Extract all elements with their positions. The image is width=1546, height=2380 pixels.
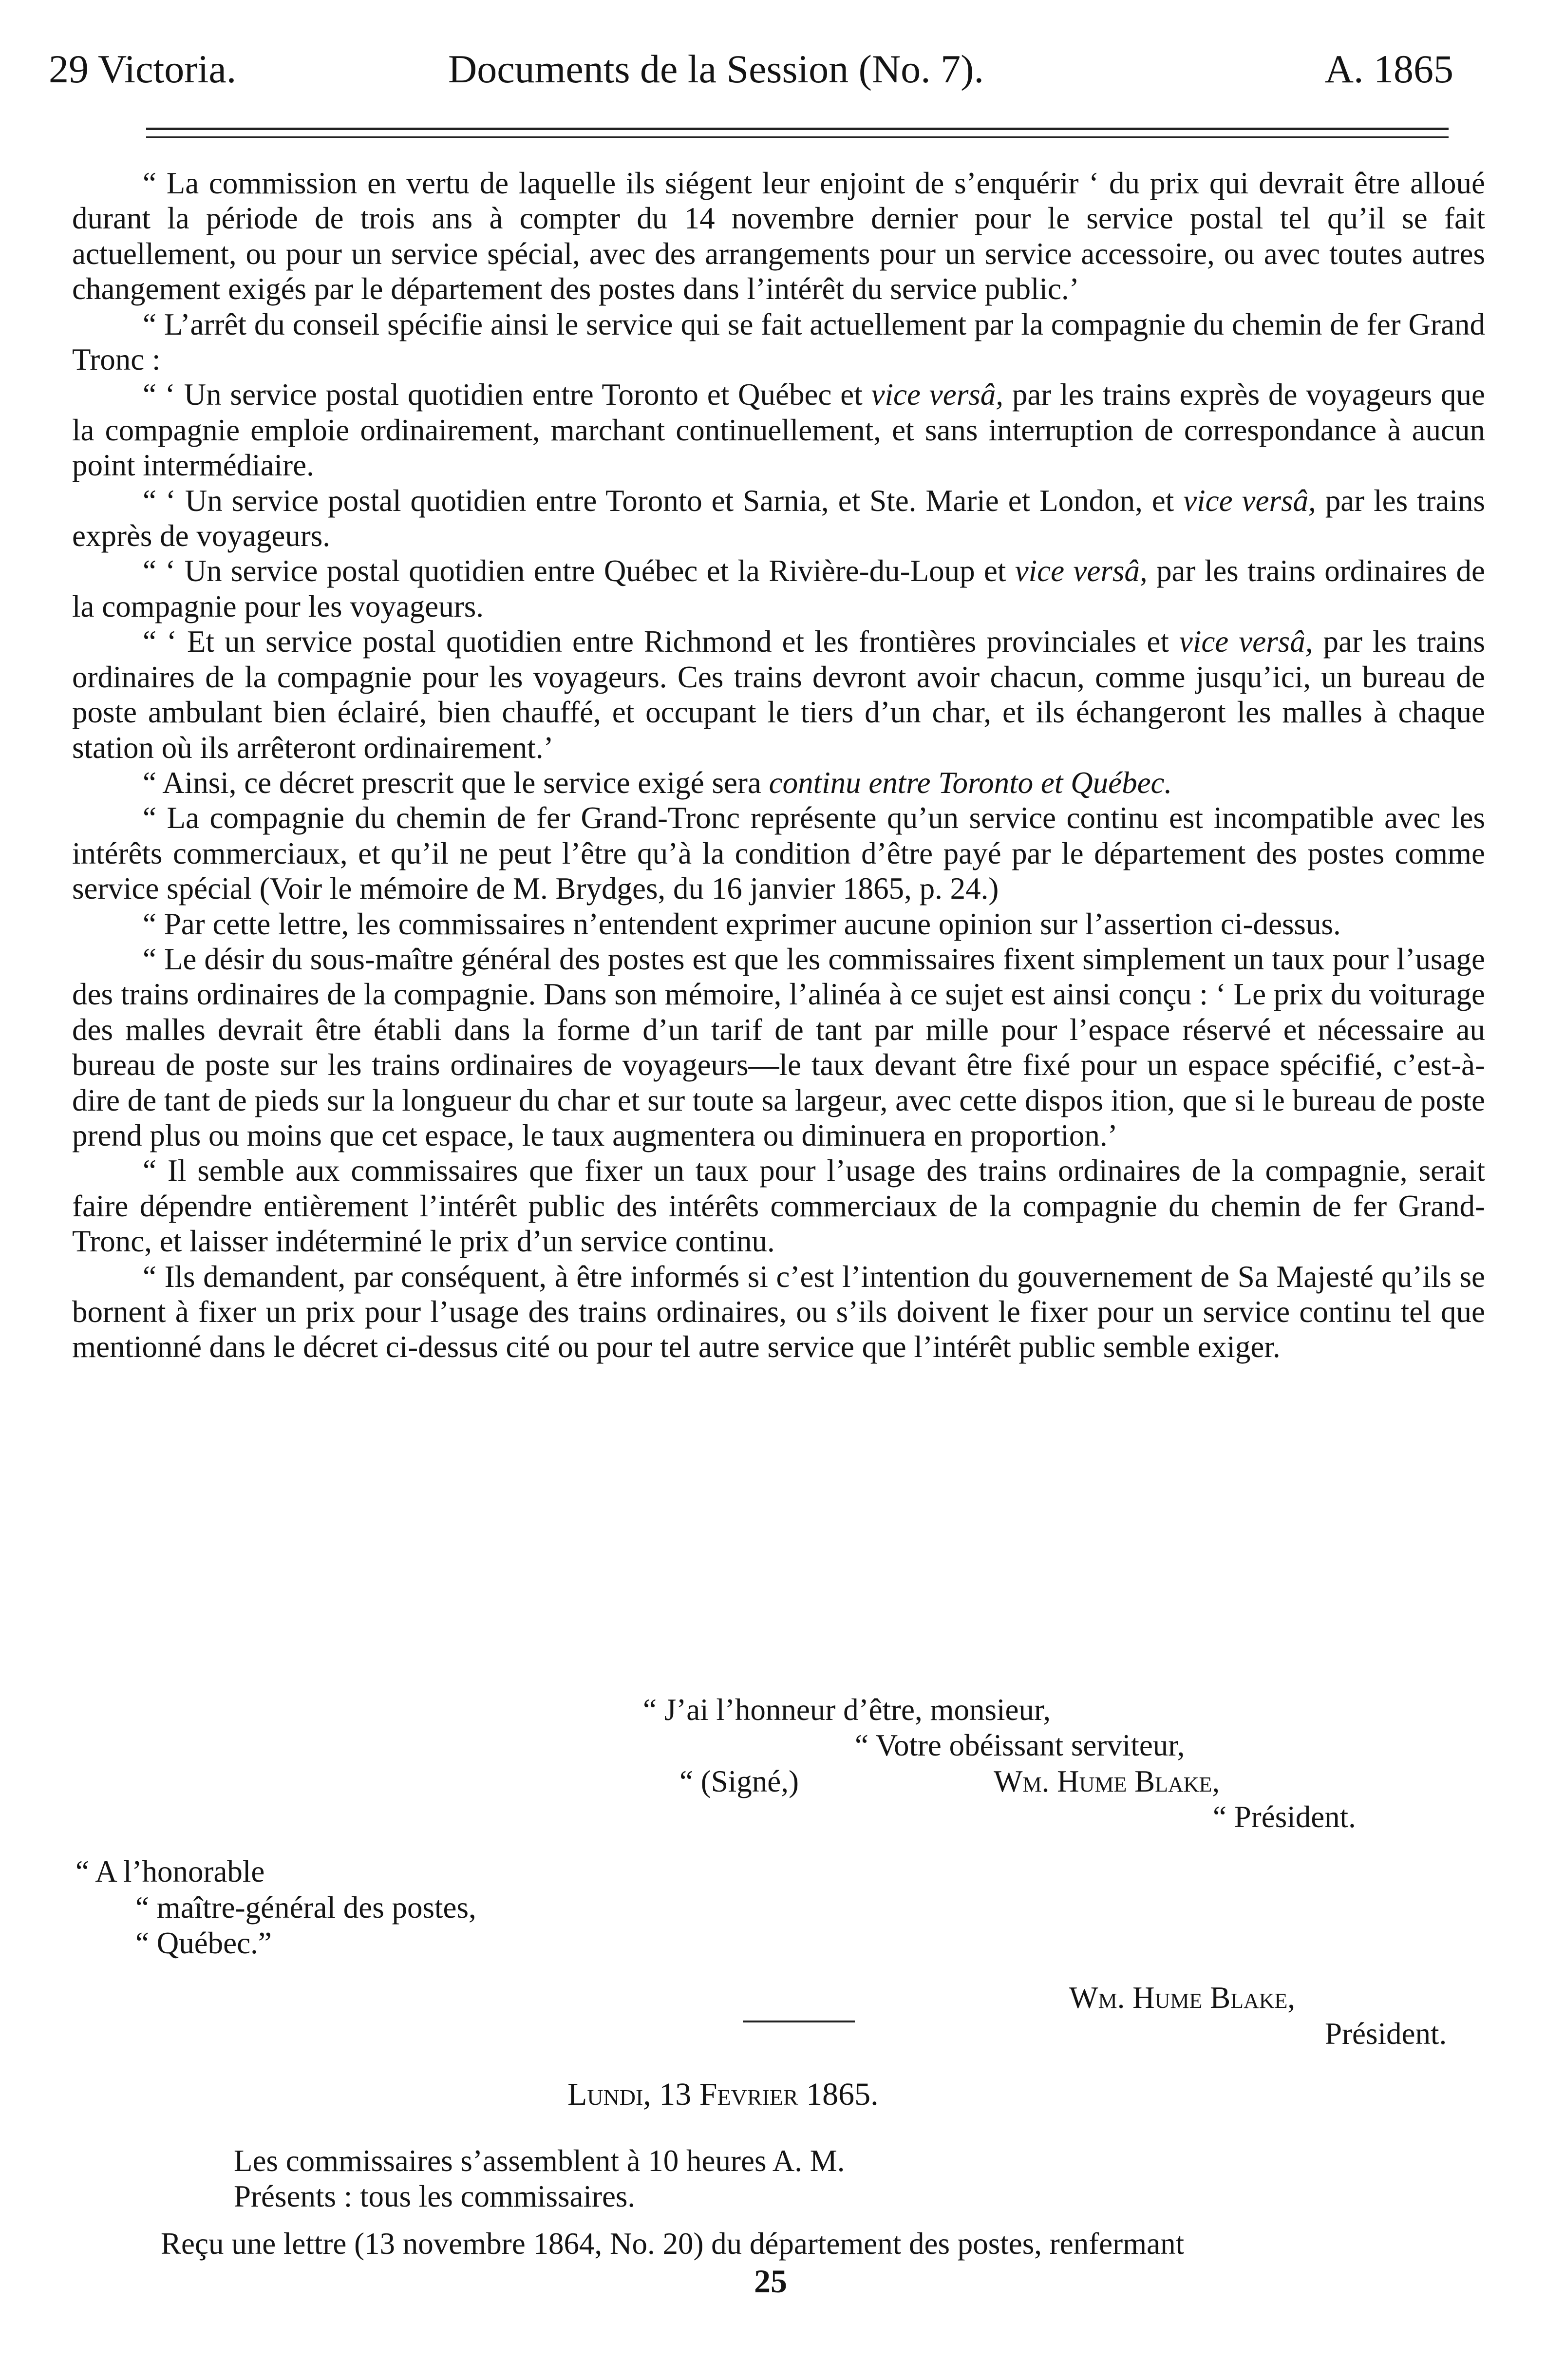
paragraph-text: “ Ils demandent, par conséquent, à être informés si c’est l’intention du gouvernement de Sa Majesté qu’ils se bornent à fixer un prix pour l’usage des trains ordinaires, ou s’ils doivent le fixer pour un service continu tel que mentionné dans le décret ci-dessus cité ou pour tel autre service que l’intérêt public semble exiger. xyxy=(72,1259,1485,1364)
italic-text: vice versâ, xyxy=(1183,483,1316,518)
paragraph-text: “ Il semble aux commissaires que fixer un taux pour l’usage des trains ordinaires de la compagnie, serait faire dépendre entièrement l’intérêt public des intérêts commerciaux de la compagnie du chemin de fer Grand-Tronc, et laisser indéterminé le prix d’un service continu. xyxy=(72,1153,1485,1259)
minutes-line-3: Reçu une lettre (13 novembre 1864, No. 20) du département des postes, renfermant xyxy=(161,2227,1185,2261)
body-paragraph xyxy=(72,1259,1485,1365)
body-paragraph xyxy=(72,942,1485,1153)
body-paragraph xyxy=(72,907,1485,942)
header-title: Documents de la Session (No. 7). xyxy=(448,47,984,91)
paragraph-text: “ La commission en vertu de laquelle ils siégent leur enjoint de s’enquérir ‘ du prix qui devrait être alloué durant la période de trois ans à compter du 14 novembre dernier pour le service postal tel qu’il se fait actuellement, ou pour un service spécial, avec des arrangements pour un service accessoire, ou avec toutes autres changement exigés par le département des postes dans l’intérêt du service public.’ xyxy=(72,166,1485,306)
body-paragraph xyxy=(72,166,1485,307)
paragraph-text: “ Le désir du sous-maître général des postes est que les commissaires fixent simplement un taux pour l’usage des trains ordinaires de la compagnie. Dans son mémoire, l’alinéa à ce sujet est ainsi conçu : ‘ Le prix du voiturage des malles devrait être établi dans la forme d’un tarif de tant par mille pour l’espace réservé et nécessaire au bureau de poste sur les trains ordinaires de voyageurs—le taux devant être fixé pour un espace spécifié, c’est-à-dire de tant de pieds sur la longueur du char et sur toute sa largeur, avec cette dispos ition, que si le bureau de poste prend plus ou moins que cet espace, le taux augmentera ou diminuera en proportion.’ xyxy=(72,942,1485,1152)
body-paragraph xyxy=(72,307,1485,378)
header-rule-bottom xyxy=(146,136,1449,138)
paragraph-text: “ Par cette lettre, les commissaires n’entendent exprimer aucune opinion sur l’assertion ci-dessus. xyxy=(143,907,1341,941)
address-line-1: “ A l’honorable xyxy=(75,1854,265,1889)
date-heading: Lundi, 13 Fevrier 1865. xyxy=(567,2077,879,2112)
closing-line-1: “ J’ai l’honneur d’être, monsieur, xyxy=(643,1693,1051,1727)
paragraph-text: “ ‘ Un service postal quotidien entre Toronto et Québec et xyxy=(143,378,871,412)
header-year: A. 1865 xyxy=(1324,47,1453,91)
paragraph-text: “ La compagnie du chemin de fer Grand-Tronc représente qu’un service continu est incompatible avec les intérêts commerciaux, et qu’il ne peut l’être qu’à la condition d’être payé par le département des postes comme service spécial (Voir le mémoire de M. Brydges, du 16 janvier 1865, p. 24.) xyxy=(72,801,1485,906)
body-paragraph xyxy=(72,377,1485,483)
body-paragraph xyxy=(72,553,1485,624)
paragraph-text: par les trains exprès de voyageurs que la compagnie emploie ordinairement, marchant continuellement, et sans interruption de correspondance à aucun point intermédiaire. xyxy=(72,378,1485,483)
paragraph-text: “ ‘ Un service postal quotidien entre Québec et la Rivière-du-Loup et xyxy=(143,554,1015,588)
paragraph-text: par les trains ordinaires de la compagnie pour les voyageurs. xyxy=(72,554,1485,623)
italic-text: vice versâ, xyxy=(871,378,1004,412)
header-rule-top xyxy=(146,128,1449,130)
italic-text: vice versâ, xyxy=(1015,554,1148,588)
running-header xyxy=(49,40,1453,98)
section-divider xyxy=(743,2021,855,2022)
body-paragraph xyxy=(72,1153,1485,1259)
signature-title: Président. xyxy=(1325,2017,1447,2051)
minutes-line-2: Présents : tous les commissaires. xyxy=(234,2179,636,2213)
body-paragraph xyxy=(72,483,1485,554)
header-volume: 29 Victoria. xyxy=(49,47,237,91)
body-text xyxy=(72,166,1485,1365)
body-paragraph xyxy=(72,624,1485,765)
italic-text: vice versâ, xyxy=(1179,624,1313,659)
paragraph-text: “ L’arrêt du conseil spécifie ainsi le service qui se fait actuellement par la compagnie du chemin de fer Grand Tronc : xyxy=(72,307,1485,377)
closing-line-2: “ Votre obéissant serviteur, xyxy=(855,1728,1185,1762)
paragraph-text: par les trains exprès de voyageurs. xyxy=(72,483,1485,553)
paragraph-text: “ ‘ Un service postal quotidien entre Toronto et Sarnia, et Ste. Marie et London, et xyxy=(143,483,1184,518)
italic-text: continu entre Toronto et Québec. xyxy=(769,765,1172,800)
paragraph-text: “ Ainsi, ce décret prescrit que le service exigé sera xyxy=(143,765,769,800)
body-paragraph xyxy=(72,765,1485,800)
address-line-2: “ maître-général des postes, xyxy=(135,1890,476,1925)
closing-signatory-title: “ Président. xyxy=(1213,1800,1356,1834)
address-line-3: “ Québec.” xyxy=(135,1926,272,1960)
signature-name: Wm. Hume Blake, xyxy=(1069,1981,1296,2015)
minutes-line-1: Les commissaires s’assemblent à 10 heures A. M. xyxy=(234,2144,845,2178)
paragraph-text: par les trains ordinaires de la compagnie pour les voyageurs. Ces trains devront avoir chacun, comme jusqu’ici, un bureau de poste ambulant bien éclairé, bien chauffé, et occupant le tiers d’un char, et ils échangeront les malles à chaque station où ils arrêteront ordinairement.’ xyxy=(72,624,1485,765)
closing-signed: “ (Signé,) xyxy=(679,1764,799,1798)
paragraph-text: “ ‘ Et un service postal quotidien entre Richmond et les frontières provinciales et xyxy=(143,624,1179,659)
closing-signatory-name: Wm. Hume Blake, xyxy=(994,1764,1220,1798)
body-paragraph xyxy=(72,800,1485,906)
page-number: 25 xyxy=(754,2263,787,2300)
